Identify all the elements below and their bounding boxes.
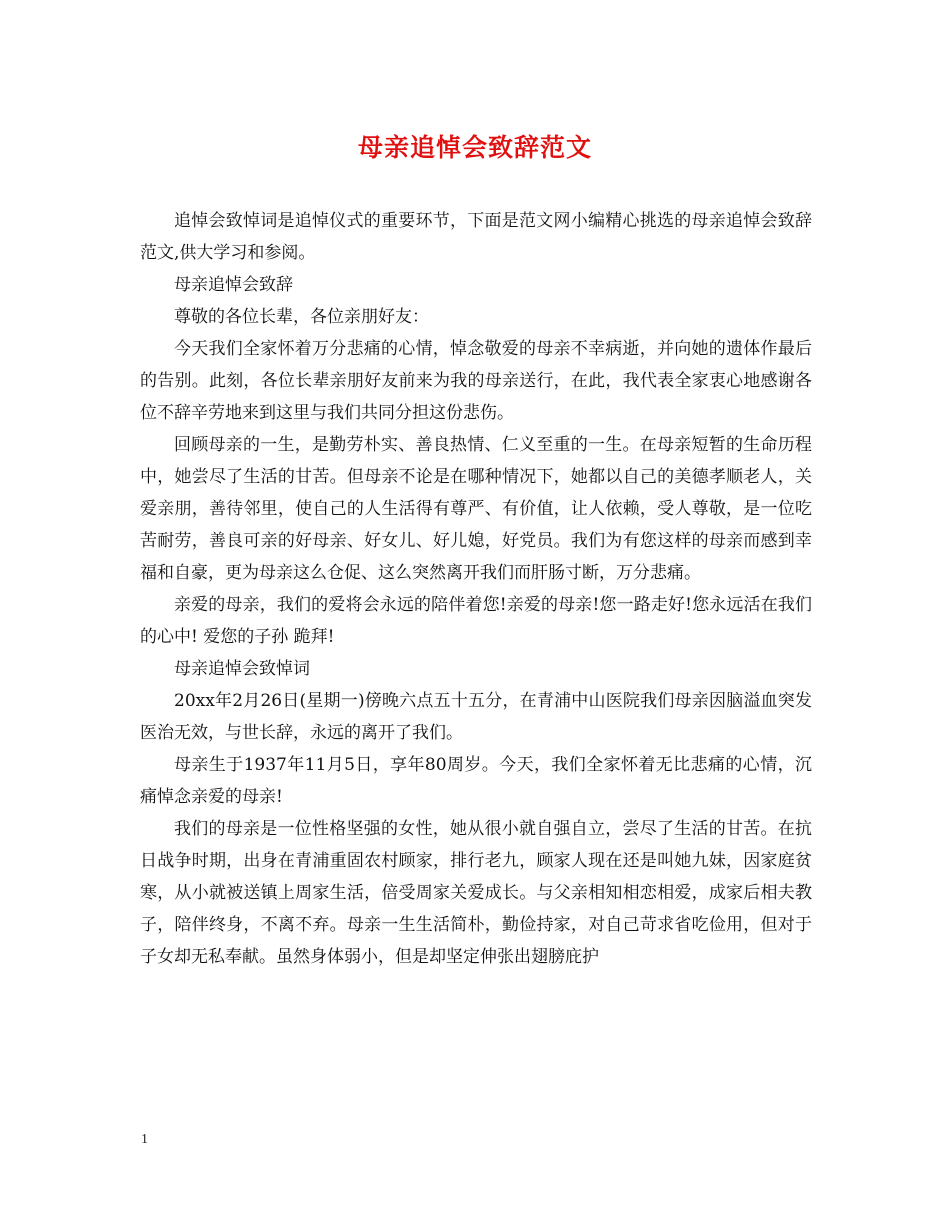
paragraph-closing-words: 亲爱的母亲，我们的爱将会永远的陪伴着您!亲爱的母亲!您一路走好!您永远活在我们的心中! 爱您的子孙 跪拜! [140,595,812,647]
paragraph-farewell: 今天我们全家怀着万分悲痛的心情，悼念敬爱的母亲不幸病逝，并向她的遗体作最后的告别。此刻，各位长辈亲朋好友前来为我的母亲送行，在此，我代表全家衷心地感谢各位不辞辛劳地来到这里与我们共同分担这份悲伤。 [140,339,812,423]
document-body [140,205,812,973]
paragraph-birth: 母亲生于1937年11月5日，享年80周岁。今天，我们全家怀着无比悲痛的心情，沉痛悼念亲爱的母亲! [140,755,812,807]
paragraph-passing: 20xx年2月26日(星期一)傍晚六点五十五分，在青浦中山医院我们母亲因脑溢血突发医治无效，与世长辞，永远的离开了我们。 [140,691,812,743]
page-number: 1 [141,1132,148,1147]
section-heading-speech: 母亲追悼会致辞 [174,275,293,295]
paragraph-intro: 追悼会致悼词是追悼仪式的重要环节，下面是范文网小编精心挑选的母亲追悼会致辞范文,供大学习和参阅。 [140,211,812,263]
paragraph-life-review: 回顾母亲的一生，是勤劳朴实、善良热情、仁义至重的一生。在母亲短暂的生命历程中，她尝尽了生活的甘苦。但母亲不论是在哪种情况下，她都以自己的美德孝顺老人，关爱亲朋，善待邻里，使自己的人生活得有尊严、有价值，让人依赖，受人尊敬，是一位吃苦耐劳，善良可亲的好母亲、好女儿、好儿媳，好党员。我们为有您这样的母亲而感到幸福和自豪，更为母亲这么仓促、这么突然离开我们而肝肠寸断，万分悲痛。 [140,435,812,583]
paragraph-salutation: 尊敬的各位长辈，各位亲朋好友： [174,307,429,327]
section-heading-eulogy: 母亲追悼会致悼词 [174,659,310,679]
paragraph-character: 我们的母亲是一位性格坚强的女性，她从很小就自强自立，尝尽了生活的甘苦。在抗日战争时期，出身在青浦重固农村顾家，排行老九，顾家人现在还是叫她九妹，因家庭贫寒，从小就被送镇上周家生活，倍受周家关爱成长。与父亲相知相恋相爱，成家后相夫教子，陪伴终身，不离不弃。母亲一生生活简朴，勤俭持家，对自己苛求省吃俭用，但对于子女却无私奉献。虽然身体弱小，但是却坚定伸张出翅膀庇护 [140,819,812,967]
document-title: 母亲追悼会致辞范文 [357,133,592,162]
